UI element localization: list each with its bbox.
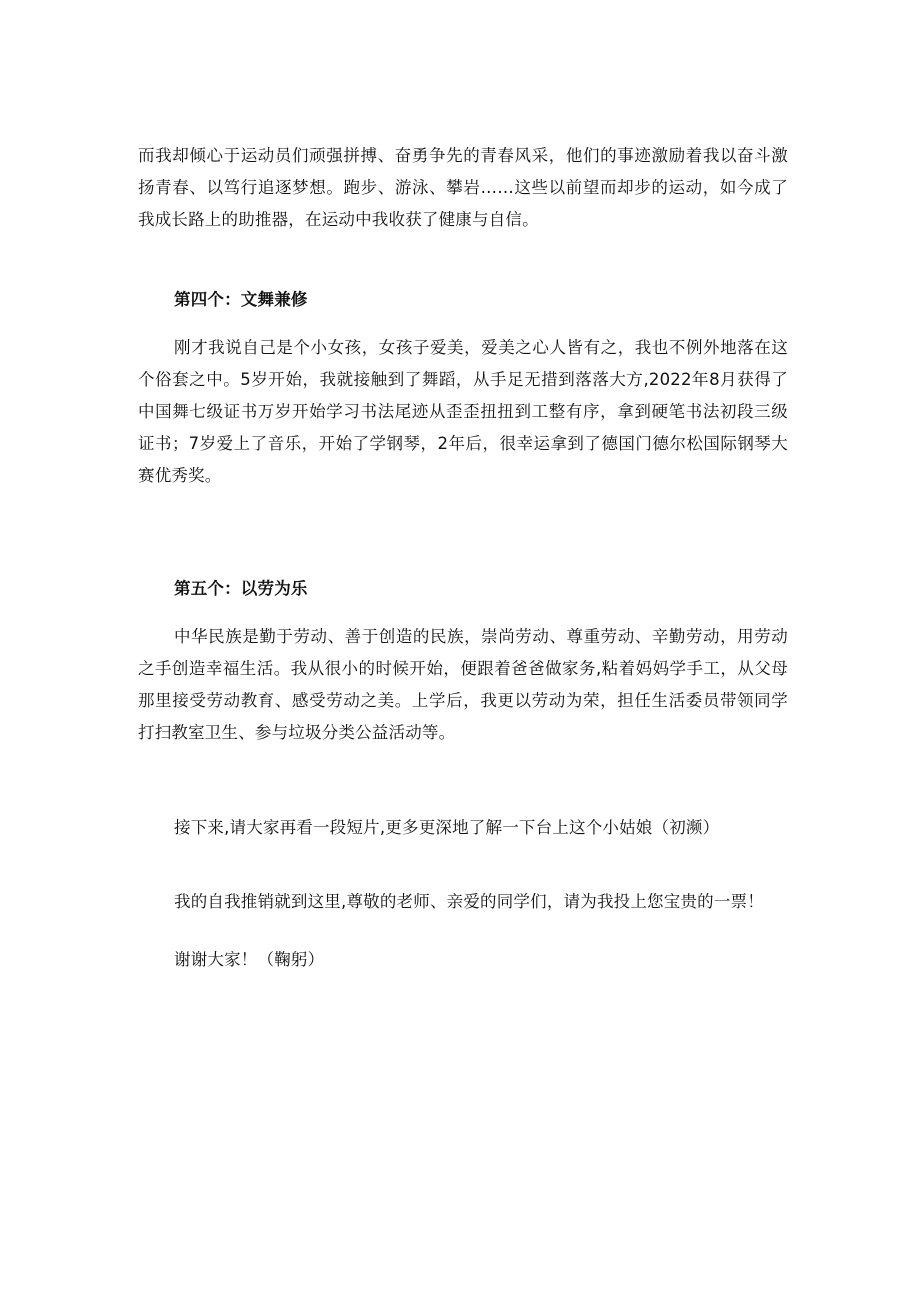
- paragraph-closing-text: 我的自我推销就到这里,尊敬的老师、亲爱的同学们，请为我投上您宝贵的一票！: [174, 892, 764, 911]
- paragraph-labor: [138, 621, 788, 749]
- paragraph-thanks: [138, 944, 788, 976]
- paragraph-sports-text: 而我却倾心于运动员们顽强拼搏、奋勇争先的青春风采，他们的事迹激励着我以奋斗激扬青春、以笃行追逐梦想。跑步、游泳、攀岩……这些以前望而却步的运动，如今成了我成长路上的助推器，在运动中我收获了健康与自信。: [138, 146, 788, 229]
- paragraph-labor-text: 中华民族是勤于劳动、善于创造的民族，崇尚劳动、尊重劳动、辛勤劳动，用劳动之手创造幸福生活。我从很小的时候开始，便跟着爸爸做家务,粘着妈妈学手工，从父母那里接受劳动教育、感受劳动之美。上学后，我更以劳动为荣，担任生活委员带领同学打扫教室卫生、参与垃圾分类公益活动等。: [138, 627, 788, 742]
- paragraph-closing: [138, 886, 788, 918]
- paragraph-arts: [138, 332, 788, 492]
- heading-fourth: [138, 284, 788, 316]
- paragraph-thanks-text: 谢谢大家！（鞠躬）: [174, 950, 325, 969]
- heading-fifth-text: 第五个：以劳为乐: [174, 579, 308, 598]
- heading-fifth: [138, 573, 788, 605]
- paragraph-sports: [138, 140, 788, 236]
- heading-fourth-text: 第四个：文舞兼修: [174, 290, 308, 309]
- paragraph-arts-text: 刚才我说自己是个小女孩，女孩子爱美，爱美之心人皆有之，我也不例外地落在这个俗套之中。5岁开始，我就接触到了舞蹈，从手足无措到落落大方,2022年8月获得了中国舞七级证书万岁开始学习书法尾迹从歪歪扭扭到工整有序，拿到硬笔书法初段三级证书；7岁爱上了音乐，开始了学钢琴，2年后，很幸运拿到了德国门德尔松国际钢琴大赛优秀奖。: [138, 338, 788, 485]
- paragraph-video-intro: [138, 812, 788, 844]
- paragraph-video-intro-text: 接下来,请大家再看一段短片,更多更深地了解一下台上这个小姑娘（初濒）: [174, 818, 720, 837]
